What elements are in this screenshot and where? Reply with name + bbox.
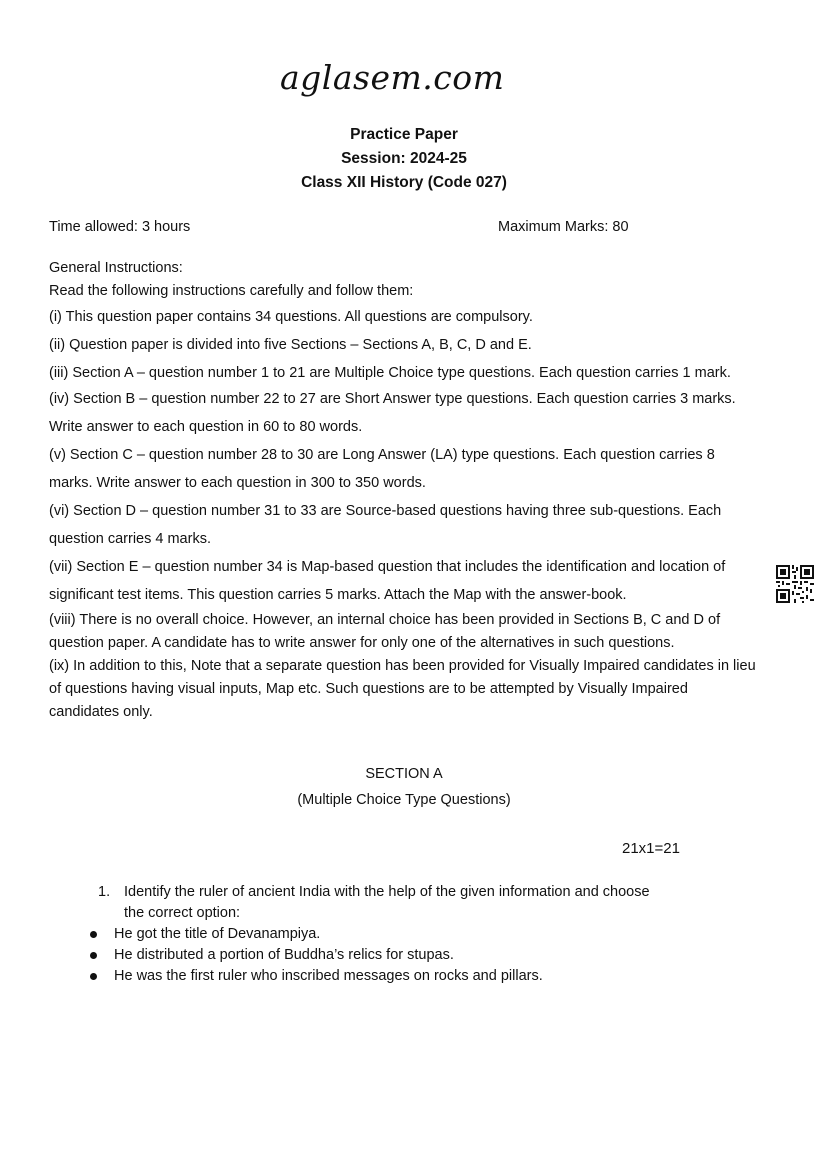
instructions-intro: Read the following instructions carefully and follow them: [49, 283, 414, 299]
instructions-heading: General Instructions: [49, 260, 183, 276]
clue-text: He got the title of Devanampiya. [114, 926, 321, 942]
instruction-item: (iii) Section A – question number 1 to 21 are Multiple Choice type questions. Each question carries 1 mark. [49, 365, 731, 381]
instruction-item: (iv) Section B – question number 22 to 27 are Short Answer type questions. Each question carries 3 marks. Write answer to each question in 60 to 80 words. [49, 391, 736, 435]
time-allowed: Time allowed: 3 hours [49, 219, 191, 235]
site-logo: aglasem.com [280, 58, 505, 97]
bullet-icon [90, 952, 97, 959]
question-1 [98, 882, 658, 924]
list-item [86, 966, 686, 987]
class-subject-label: Class XII History (Code 027) [301, 174, 507, 191]
question-number: 1. [98, 884, 111, 900]
general-instructions [49, 257, 761, 724]
instruction-item: (i) This question paper contains 34 questions. All questions are compulsory. [49, 309, 533, 325]
bullet-icon [90, 973, 97, 980]
section-marks: 21x1=21 [622, 840, 680, 857]
qr-code-icon [776, 565, 814, 603]
maximum-marks: Maximum Marks: 80 [498, 219, 629, 235]
clue-text: He distributed a portion of Buddha’s relics for stupas. [114, 947, 454, 963]
section-title: SECTION A [365, 766, 443, 782]
instruction-item: (v) Section C – question number 28 to 30 are Long Answer (LA) type questions. Each question carries 8 marks. Write answer to each question in 300 to 350 words. [49, 447, 715, 491]
clue-text: He was the first ruler who inscribed messages on rocks and pillars. [114, 968, 543, 984]
question-1-clues [86, 924, 686, 987]
instruction-item: (viii) There is no overall choice. However, an internal choice has been provided in Sections B, C and D of question paper. A candidate has to write answer for only one of the alternatives in such questions. [49, 612, 721, 651]
paper-title: Practice Paper [350, 126, 458, 143]
instruction-item: (ii) Question paper is divided into five Sections – Sections A, B, C, D and E. [49, 337, 532, 353]
list-item [86, 945, 686, 966]
session-label: Session: 2024-25 [341, 150, 467, 167]
instruction-item: (ix) In addition to this, Note that a separate question has been provided for Visually Impaired candidates in lieu of questions having visual inputs, Map etc. Such questions are to be attempted by Visually Impaired candidates only. [49, 658, 756, 720]
list-item [86, 924, 686, 945]
section-subtitle: (Multiple Choice Type Questions) [297, 792, 511, 808]
instruction-item: (vii) Section E – question number 34 is Map-based question that includes the identification and location of significant test items. This question carries 5 marks. Attach the Map with the answer-book. [49, 559, 726, 603]
question-text: Identify the ruler of ancient India with the help of the given information and choose the correct option: [124, 884, 650, 921]
instruction-item: (vi) Section D – question number 31 to 33 are Source-based questions having three sub-questions. Each question carries 4 marks. [49, 503, 722, 547]
bullet-icon [90, 931, 97, 938]
